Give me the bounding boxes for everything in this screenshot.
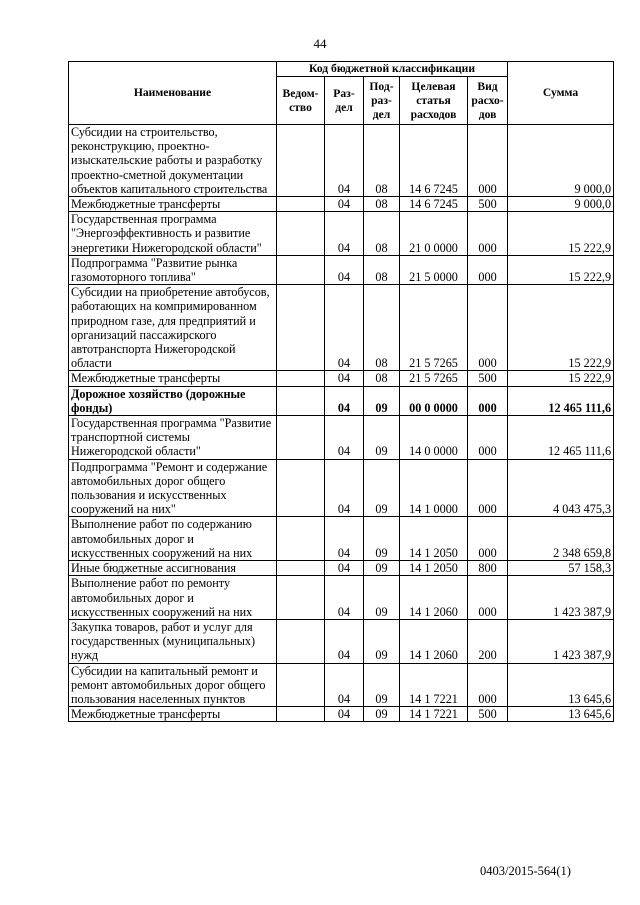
cell-target: 21 0 0000	[400, 212, 468, 256]
cell-sum: 2 348 659,8	[508, 517, 614, 561]
header-name: Наименование	[69, 62, 277, 125]
cell-vedomstvo	[277, 371, 325, 386]
cell-vedomstvo	[277, 459, 325, 517]
cell-sum: 9 000,0	[508, 125, 614, 197]
cell-vedomstvo	[277, 561, 325, 576]
cell-target: 14 1 2050	[400, 517, 468, 561]
cell-razdel: 04	[325, 517, 364, 561]
cell-razdel: 04	[325, 707, 364, 722]
cell-target: 21 5 0000	[400, 255, 468, 284]
cell-razdel: 04	[325, 386, 364, 415]
cell-name: Выполнение работ по ремонту автомобильных дорог и искусственных сооружений на них	[69, 576, 277, 620]
table-row	[69, 576, 614, 620]
cell-podrazdel: 09	[364, 416, 400, 460]
table-row	[69, 663, 614, 707]
cell-podrazdel: 09	[364, 561, 400, 576]
cell-vid: 500	[468, 707, 508, 722]
cell-razdel: 04	[325, 459, 364, 517]
table-row	[69, 212, 614, 256]
cell-razdel: 04	[325, 212, 364, 256]
cell-vedomstvo	[277, 416, 325, 460]
cell-vid: 000	[468, 663, 508, 707]
cell-sum: 15 222,9	[508, 285, 614, 371]
cell-razdel: 04	[325, 416, 364, 460]
header-vedomstvo: Ведом-ство	[277, 77, 325, 125]
cell-podrazdel: 08	[364, 255, 400, 284]
cell-vedomstvo	[277, 663, 325, 707]
cell-name: Подпрограмма "Развитие рынка газомоторного топлива"	[69, 255, 277, 284]
cell-target: 14 1 2060	[400, 619, 468, 663]
cell-name: Межбюджетные трансферты	[69, 371, 277, 386]
cell-razdel: 04	[325, 285, 364, 371]
cell-name: Подпрограмма "Ремонт и содержание автомобильных дорог общего пользования и искусственных сооружений на них"	[69, 459, 277, 517]
cell-target: 14 1 7221	[400, 707, 468, 722]
cell-sum: 9 000,0	[508, 197, 614, 212]
cell-vedomstvo	[277, 285, 325, 371]
cell-razdel: 04	[325, 663, 364, 707]
cell-name: Субсидии на приобретение автобусов, работающих на компримированном природном газе, для предприятий и организаций пассажирского автотранспорта Нижегородской области	[69, 285, 277, 371]
cell-vid: 000	[468, 255, 508, 284]
cell-vid: 200	[468, 619, 508, 663]
cell-vedomstvo	[277, 386, 325, 415]
cell-target: 14 1 0000	[400, 459, 468, 517]
cell-name: Государственная программа "Энергоэффективность и развитие энергетики Нижегородской области"	[69, 212, 277, 256]
cell-podrazdel: 09	[364, 386, 400, 415]
header-podrazdel: Под-раз-дел	[364, 77, 400, 125]
cell-vid: 000	[468, 285, 508, 371]
cell-podrazdel: 08	[364, 371, 400, 386]
cell-name: Субсидии на строительство, реконструкцию, проектно-изыскательские работы и разработку проектно-сметной документации объектов капитального строительства	[69, 125, 277, 197]
cell-razdel: 04	[325, 371, 364, 386]
cell-vedomstvo	[277, 212, 325, 256]
cell-sum: 15 222,9	[508, 371, 614, 386]
cell-name: Межбюджетные трансферты	[69, 197, 277, 212]
table-row	[69, 517, 614, 561]
table-row	[69, 416, 614, 460]
cell-vid: 000	[468, 212, 508, 256]
cell-name: Иные бюджетные ассигнования	[69, 561, 277, 576]
cell-sum: 15 222,9	[508, 255, 614, 284]
cell-razdel: 04	[325, 255, 364, 284]
cell-sum: 1 423 387,9	[508, 576, 614, 620]
cell-vedomstvo	[277, 576, 325, 620]
cell-vid: 000	[468, 576, 508, 620]
page-number: 44	[313, 36, 327, 51]
cell-name: Государственная программа "Развитие транспортной системы Нижегородской области"	[69, 416, 277, 460]
cell-target: 21 5 7265	[400, 285, 468, 371]
cell-sum: 12 465 111,6	[508, 386, 614, 415]
cell-name: Субсидии на капитальный ремонт и ремонт автомобильных дорог общего пользования населенных пунктов	[69, 663, 277, 707]
cell-vid: 000	[468, 125, 508, 197]
cell-name: Закупка товаров, работ и услуг для государственных (муниципальных) нужд	[69, 619, 277, 663]
table-row	[69, 197, 614, 212]
cell-name: Дорожное хозяйство (дорожные фонды)	[69, 386, 277, 415]
cell-target: 00 0 0000	[400, 386, 468, 415]
cell-name: Выполнение работ по содержанию автомобильных дорог и искусственных сооружений на них	[69, 517, 277, 561]
cell-sum: 1 423 387,9	[508, 619, 614, 663]
cell-vid: 000	[468, 517, 508, 561]
header-target: Целевая статья расходов	[400, 77, 468, 125]
cell-name: Межбюджетные трансферты	[69, 707, 277, 722]
cell-vedomstvo	[277, 197, 325, 212]
header-code-group: Код бюджетной классификации	[277, 62, 508, 77]
cell-razdel: 04	[325, 619, 364, 663]
table-body	[69, 125, 614, 722]
cell-razdel: 04	[325, 197, 364, 212]
cell-vedomstvo	[277, 255, 325, 284]
table-row	[69, 125, 614, 197]
cell-vid: 000	[468, 416, 508, 460]
header-sum: Сумма	[508, 62, 614, 125]
table-row	[69, 255, 614, 284]
cell-razdel: 04	[325, 576, 364, 620]
cell-podrazdel: 09	[364, 576, 400, 620]
cell-target: 14 1 7221	[400, 663, 468, 707]
cell-vid: 500	[468, 197, 508, 212]
cell-target: 14 6 7245	[400, 125, 468, 197]
cell-vid: 800	[468, 561, 508, 576]
cell-vid: 000	[468, 386, 508, 415]
cell-podrazdel: 08	[364, 197, 400, 212]
table-row	[69, 386, 614, 415]
cell-sum: 57 158,3	[508, 561, 614, 576]
cell-podrazdel: 09	[364, 707, 400, 722]
cell-vid: 500	[468, 371, 508, 386]
cell-vedomstvo	[277, 707, 325, 722]
table-row	[69, 285, 614, 371]
cell-target: 21 5 7265	[400, 371, 468, 386]
cell-podrazdel: 09	[364, 517, 400, 561]
cell-razdel: 04	[325, 125, 364, 197]
cell-target: 14 1 2060	[400, 576, 468, 620]
table-row	[69, 459, 614, 517]
header-vid: Вид расхо-дов	[468, 77, 508, 125]
cell-sum: 12 465 111,6	[508, 416, 614, 460]
cell-podrazdel: 09	[364, 663, 400, 707]
cell-vedomstvo	[277, 517, 325, 561]
cell-sum: 4 043 475,3	[508, 459, 614, 517]
cell-sum: 13 645,6	[508, 707, 614, 722]
cell-vedomstvo	[277, 619, 325, 663]
table-row	[69, 707, 614, 722]
table-row	[69, 619, 614, 663]
cell-target: 14 0 0000	[400, 416, 468, 460]
cell-vid: 000	[468, 459, 508, 517]
cell-podrazdel: 08	[364, 125, 400, 197]
table-row	[69, 561, 614, 576]
table-row	[69, 371, 614, 386]
header-razdel: Раз-дел	[325, 77, 364, 125]
document-code: 0403/2015-564(1)	[480, 864, 571, 878]
cell-podrazdel: 09	[364, 619, 400, 663]
cell-target: 14 1 2050	[400, 561, 468, 576]
cell-razdel: 04	[325, 561, 364, 576]
cell-podrazdel: 08	[364, 212, 400, 256]
budget-table	[68, 61, 614, 722]
cell-sum: 15 222,9	[508, 212, 614, 256]
cell-podrazdel: 08	[364, 285, 400, 371]
cell-target: 14 6 7245	[400, 197, 468, 212]
cell-vedomstvo	[277, 125, 325, 197]
cell-podrazdel: 09	[364, 459, 400, 517]
cell-sum: 13 645,6	[508, 663, 614, 707]
